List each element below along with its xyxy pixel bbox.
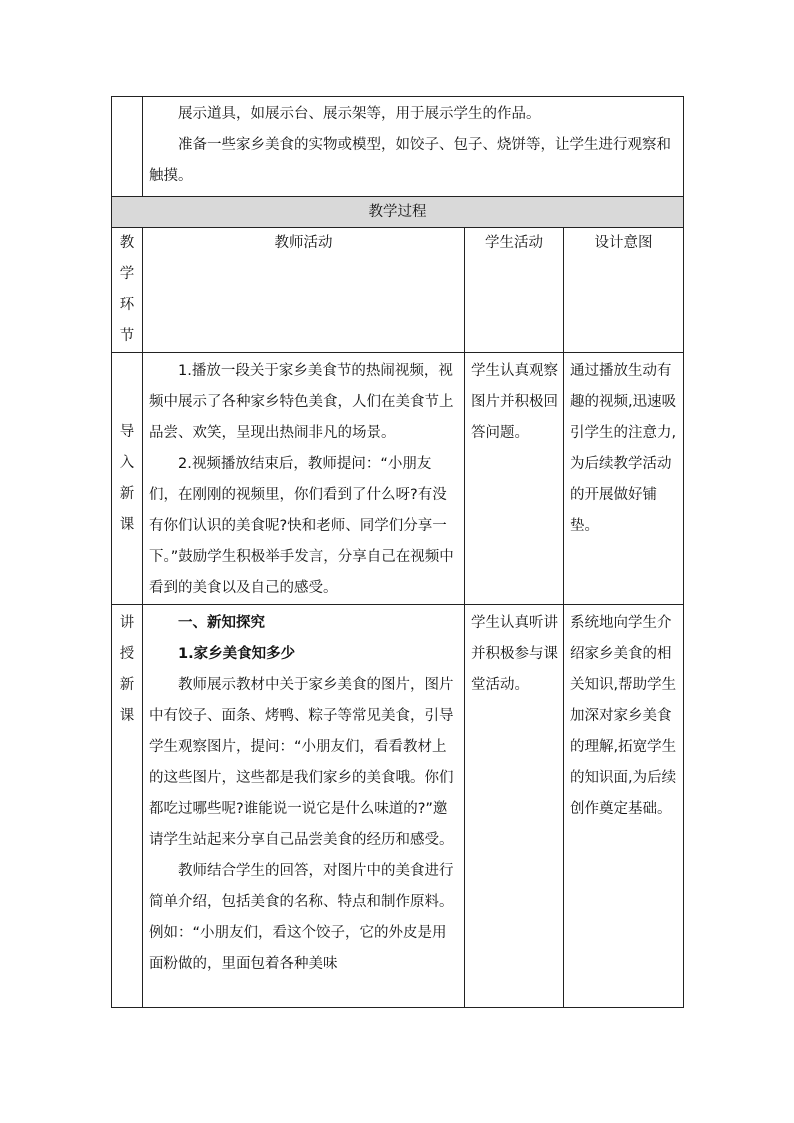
teacher-activity-cell — [143, 605, 465, 1008]
materials-line-1: 展示道具，如展示台、展示架等，用于展示学生的作品。 — [178, 106, 541, 122]
lesson-plan-table — [111, 96, 684, 1008]
materials-line-2: 准备一些家乡美食的实物或模型，如饺子、包子、烧饼等，让学生进行观察和触摸。 — [149, 137, 671, 184]
header-stage — [112, 228, 143, 353]
teacher-paragraph: 2.视频播放结束后，教师提问：“小朋友们，在刚刚的视频里，你们看到了什么呀?有没有你们认识的美食呢?快和老师、同学们分享一下。”鼓励学生积极举手发言，分享自己在视频中看到的美食以及自己的感受。 — [149, 456, 454, 596]
section-title: 教学过程 — [112, 197, 684, 228]
column-header-row — [112, 228, 684, 353]
teacher-activity-cell — [143, 353, 465, 605]
stage-char: 课 — [119, 516, 135, 533]
table-row — [112, 353, 684, 605]
student-activity-cell: 学生认真听讲并积极参与课堂活动。 — [465, 605, 564, 1008]
stage-char: 新 — [119, 485, 135, 502]
student-activity-cell: 学生认真观察图片并积极回答问题。 — [465, 353, 564, 605]
header-stage-char: 教 — [119, 235, 135, 251]
header-intent: 设计意图 — [564, 228, 684, 353]
header-stage-char: 学 — [119, 266, 135, 282]
stage-cell — [112, 353, 143, 605]
teacher-paragraph: 教师结合学生的回答，对图片中的美食进行简单介绍，包括美食的名称、特点和制作原料。例如：“小朋友们，看这个饺子，它的外皮是用面粉做的，里面包着各种美味 — [149, 863, 454, 972]
stage-char: 课 — [119, 708, 135, 724]
design-intent-cell: 通过播放生动有趣的视频,迅速吸引学生的注意力,为后续教学活动的开展做好铺垫。 — [564, 353, 684, 605]
materials-left-cell — [112, 97, 143, 197]
stage-char: 讲 — [119, 615, 135, 631]
section-header-row — [112, 197, 684, 228]
teacher-paragraph: 1.播放一段关于家乡美食节的热闹视频，视频中展示了各种家乡特色美食，人们在美食节上品尝、欢笑，呈现出热闹非凡的场景。 — [149, 363, 454, 441]
materials-row — [112, 97, 684, 197]
header-stage-char: 环 — [119, 297, 135, 313]
subsection-heading: 1.家乡美食知多少 — [178, 646, 296, 662]
stage-cell — [112, 605, 143, 1008]
design-intent-cell: 系统地向学生介绍家乡美食的相关知识,帮助学生加深对家乡美食的理解,拓宽学生的知识面,为后续创作奠定基础。 — [564, 605, 684, 1008]
table-row — [112, 605, 684, 1008]
materials-cell — [143, 97, 684, 197]
stage-char: 导 — [119, 423, 135, 440]
stage-char: 新 — [119, 677, 135, 693]
stage-char: 授 — [119, 646, 135, 662]
teacher-paragraph: 教师展示教材中关于家乡美食的图片，图片中有饺子、面条、烤鸭、粽子等常见美食，引导学生观察图片，提问：“小朋友们，看看教材上的这些图片，这些都是我们家乡的美食哦。你们都吃过哪些呢?谁能说一说它是什么味道的?”邀请学生站起来分享自己品尝美食的经历和感受。 — [149, 677, 454, 848]
section-heading: 一、新知探究 — [178, 615, 265, 631]
header-stage-char: 节 — [119, 328, 135, 344]
header-teacher: 教师活动 — [143, 228, 465, 353]
stage-char: 入 — [119, 454, 135, 471]
header-student: 学生活动 — [465, 228, 564, 353]
